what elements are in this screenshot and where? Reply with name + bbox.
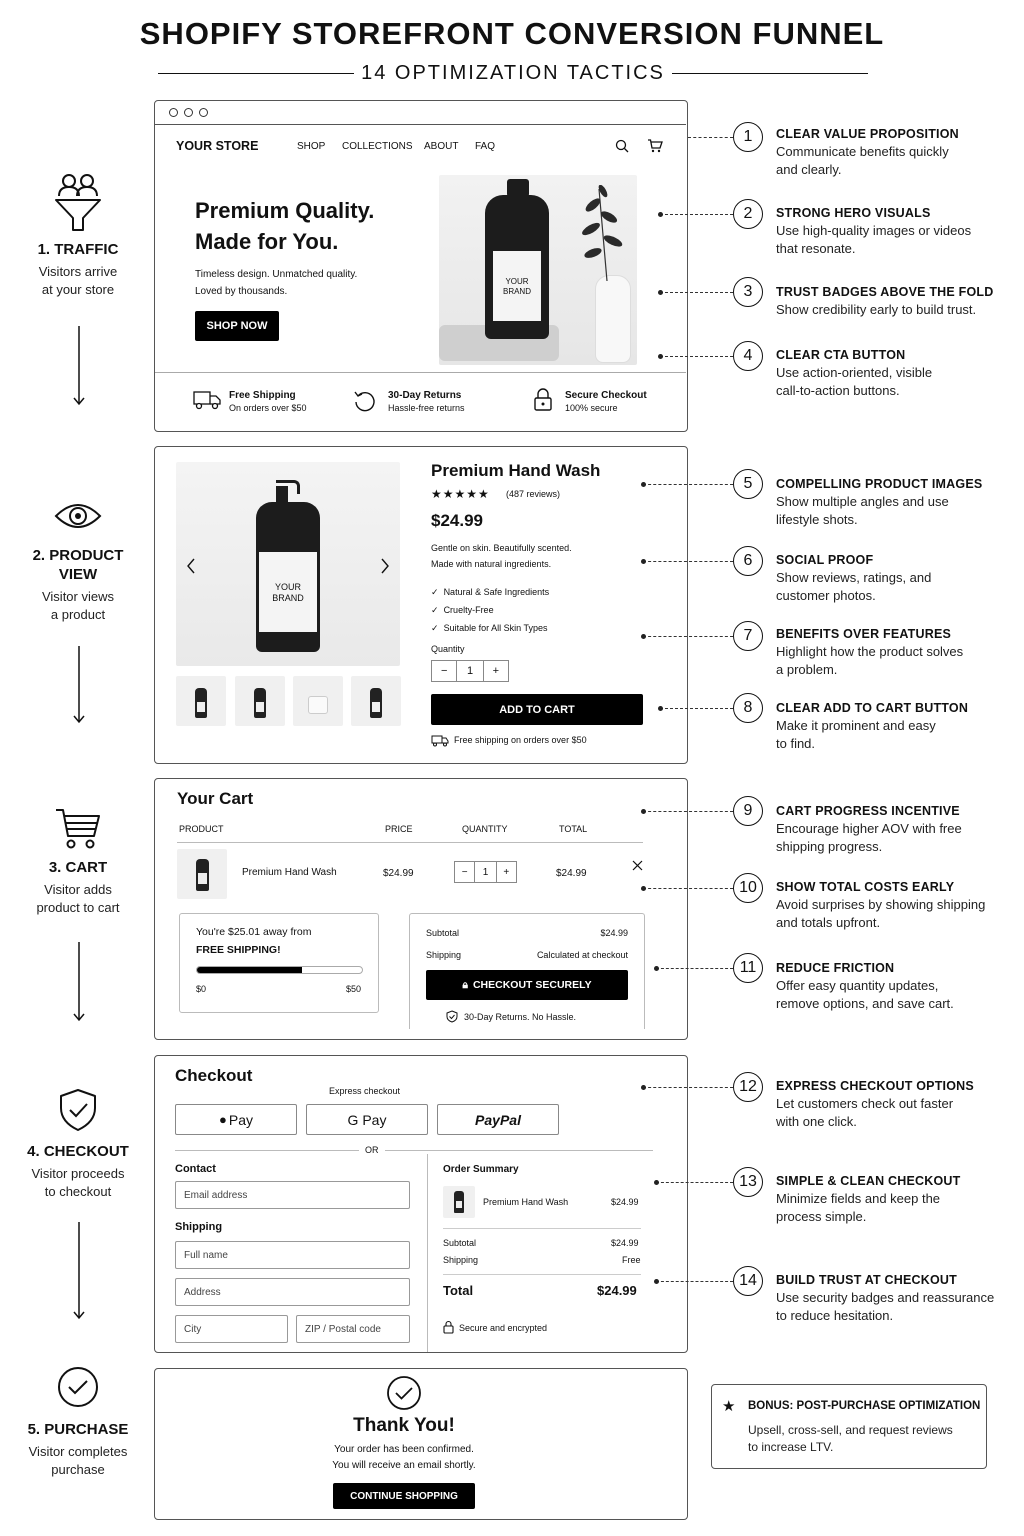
stage-purchase [18, 1366, 138, 1479]
tactic-title: TRUST BADGES ABOVE THE FOLD [776, 285, 994, 299]
page-subtitle: 14 OPTIMIZATION TACTICS [361, 62, 665, 84]
add-to-cart-button[interactable]: ADD TO CART [431, 694, 643, 725]
tactic-desc: to find. [776, 736, 816, 751]
stage-title: 2. PRODUCT [32, 547, 124, 564]
tactic-title: BUILD TRUST AT CHECKOUT [776, 1273, 957, 1287]
shipping-value: Free [622, 1255, 641, 1265]
tactic-desc: that resonate. [776, 241, 856, 256]
tactic-number-badge: 8 [733, 693, 763, 723]
progress-min: $0 [196, 984, 207, 994]
tactic-desc: Use security badges and reassurance [776, 1290, 995, 1305]
stage-product-view [18, 496, 138, 624]
tactic-desc: remove options, and save cart. [776, 996, 954, 1011]
quantity-plus-button[interactable]: + [483, 661, 508, 681]
tactic-3 [776, 284, 996, 319]
continue-shopping-button[interactable]: CONTINUE SHOPPING [333, 1483, 475, 1509]
divider [155, 372, 686, 373]
storefront-panel [154, 100, 688, 432]
hero-subtext: Loved by thousands. [195, 286, 288, 297]
lock-icon [443, 1320, 454, 1334]
tactic-desc: Show reviews, ratings, and [776, 570, 932, 585]
plant-icon [567, 185, 627, 281]
tactic-number-badge: 2 [733, 199, 763, 229]
connector-line [656, 968, 733, 969]
cart-summary [409, 913, 645, 1029]
connector-dot [654, 1279, 659, 1284]
tactic-5 [776, 476, 996, 529]
apple-icon: ● [219, 1112, 227, 1127]
badge-title: Free Shipping [229, 390, 296, 401]
connector-line [643, 888, 733, 889]
benefit-text: Cruelty-Free [443, 605, 494, 615]
product-image [176, 462, 400, 666]
stage-desc: purchase [51, 1462, 105, 1477]
tactic-title: EXPRESS CHECKOUT OPTIONS [776, 1079, 974, 1093]
connector-dot [658, 290, 663, 295]
bottle [485, 195, 549, 339]
chevron-right-icon[interactable] [380, 558, 390, 574]
column-header: TOTAL [559, 824, 588, 834]
hero-subtext: Timeless design. Unmatched quality. [195, 269, 358, 280]
stage-desc: Visitor completes [28, 1444, 128, 1459]
order-item-name: Premium Hand Wash [483, 1197, 569, 1207]
stage-desc: product to cart [36, 900, 120, 915]
check-icon: ✓ [431, 587, 439, 597]
apple-pay-button[interactable] [175, 1104, 297, 1135]
connector-dot [641, 559, 646, 564]
tactic-desc: Use high-quality images or videos [776, 223, 972, 238]
connector-dot [658, 706, 663, 711]
connector-line [688, 137, 733, 138]
quantity-minus-button[interactable]: − [432, 661, 457, 681]
stage-title: 4. CHECKOUT [27, 1143, 129, 1160]
stage-checkout [18, 1088, 138, 1201]
check-icon: ✓ [431, 623, 439, 633]
shipping-label: Shipping [443, 1255, 479, 1265]
tactic-desc: with one click. [776, 1114, 857, 1129]
connector-dot [658, 212, 663, 217]
product-thumbnail[interactable] [235, 676, 285, 726]
nav-about[interactable]: ABOUT [424, 141, 459, 152]
product-name: Premium Hand Wash [431, 461, 601, 480]
total-value: $24.99 [597, 1283, 637, 1298]
tactic-9 [776, 803, 996, 856]
tactic-number-badge: 13 [733, 1167, 763, 1197]
tactic-desc: Communicate benefits quickly [776, 144, 949, 159]
down-arrow [73, 326, 85, 406]
cart-item-total: $24.99 [556, 868, 587, 879]
column-header: PRODUCT [179, 824, 224, 834]
tactic-desc: Encourage higher AOV with free [776, 821, 962, 836]
tactic-11 [776, 960, 996, 1013]
tactic-desc: and clearly. [776, 162, 842, 177]
tactic-1 [776, 126, 996, 179]
subtitle-row [158, 62, 868, 86]
return-icon [353, 389, 377, 413]
nav-collections[interactable]: COLLECTIONS [342, 141, 413, 152]
secure-note: Secure and encrypted [459, 1323, 548, 1333]
connector-line [656, 1182, 733, 1183]
truck-icon [431, 735, 449, 747]
confirmation-text: Your order has been confirmed. [334, 1444, 474, 1455]
tactic-title: REDUCE FRICTION [776, 961, 895, 975]
progress-message: You're $25.01 away from [196, 926, 312, 938]
tactic-desc: Make it prominent and easy [776, 718, 936, 733]
vase [595, 275, 631, 363]
window-dot [169, 108, 178, 117]
hero-image [439, 175, 637, 365]
express-checkout-label: Express checkout [329, 1086, 401, 1096]
cart-panel [154, 778, 688, 1040]
quantity-value[interactable]: 1 [466, 665, 474, 677]
tactic-number-badge: 10 [733, 873, 763, 903]
tactic-number-badge: 1 [733, 122, 763, 152]
checkout-button[interactable] [426, 970, 628, 1000]
tactic-title: CLEAR CTA BUTTON [776, 348, 906, 362]
stage-cart [18, 806, 138, 917]
connector-line [643, 561, 733, 562]
shipping-value: Calculated at checkout [536, 950, 628, 960]
benefit-text: Natural & Safe Ingredients [443, 587, 550, 597]
bonus-title: BONUS: POST-PURCHASE OPTIMIZATION [748, 1400, 981, 1412]
quantity-label: Quantity [431, 644, 465, 654]
google-pay-button[interactable]: G Pay [306, 1104, 428, 1135]
lock-icon [533, 388, 553, 412]
cart-item-name: Premium Hand Wash [242, 867, 337, 878]
tactic-desc: Show credibility early to build trust. [776, 302, 977, 317]
subtotal-value: $24.99 [611, 1238, 639, 1248]
stage-desc: Visitor adds [44, 882, 112, 897]
product-thumbnail[interactable] [351, 676, 401, 726]
badge-title: 30-Day Returns [388, 390, 462, 401]
bonus-desc: Upsell, cross-sell, and request reviews [748, 1423, 953, 1437]
cart-icon[interactable] [647, 139, 663, 153]
truck-icon [193, 390, 221, 410]
tactic-title: BENEFITS OVER FEATURES [776, 627, 952, 641]
tactic-desc: Highlight how the product solves [776, 644, 964, 659]
funnel-users-icon [53, 172, 103, 234]
quantity-stepper [431, 660, 509, 682]
tactic-13 [776, 1173, 996, 1226]
tactic-10 [776, 879, 996, 932]
order-item-thumbnail [443, 1186, 475, 1218]
tactic-number-badge: 14 [733, 1266, 763, 1296]
stage-desc: to checkout [44, 1184, 112, 1199]
check-icon: ✓ [431, 605, 439, 615]
tactic-title: COMPELLING PRODUCT IMAGES [776, 477, 983, 491]
chevron-left-icon[interactable] [186, 558, 196, 574]
tactic-desc: to reduce hesitation. [776, 1308, 894, 1323]
stage-title: 1. TRAFFIC [37, 241, 119, 258]
quantity-stepper [454, 861, 517, 883]
tactic-7 [776, 626, 996, 679]
down-arrow [73, 646, 85, 724]
divider [177, 842, 643, 843]
cart-title: Your Cart [177, 789, 254, 808]
star-rating[interactable]: ★★★★★ [431, 487, 490, 501]
tactic-number-badge: 6 [733, 546, 763, 576]
quantity-minus-button[interactable]: − [455, 862, 475, 882]
tactic-desc: process simple. [776, 1209, 867, 1224]
tactic-number-badge: 3 [733, 277, 763, 307]
connector-line [643, 811, 733, 812]
tactic-title: CLEAR ADD TO CART BUTTON [776, 701, 969, 715]
review-count[interactable]: (487 reviews) [506, 489, 561, 499]
benefit-item [431, 583, 549, 601]
tactic-14 [776, 1272, 996, 1325]
order-summary-title: Order Summary [443, 1164, 519, 1175]
connector-dot [641, 1085, 646, 1090]
cart-item-price: $24.99 [383, 868, 414, 879]
bottle-label: YOUR BRAND [259, 552, 317, 632]
stage-title: VIEW [58, 566, 98, 583]
tactic-number-badge: 7 [733, 621, 763, 651]
tactic-title: STRONG HERO VISUALS [776, 206, 931, 220]
quantity-plus-button[interactable]: + [496, 862, 516, 882]
product-thumbnail[interactable] [293, 676, 343, 726]
benefit-text: Suitable for All Skin Types [443, 623, 548, 633]
check-circle-icon [386, 1375, 422, 1411]
tactic-number-badge: 9 [733, 796, 763, 826]
tactic-6 [776, 552, 996, 605]
hero-headline: Premium Quality. [195, 198, 375, 223]
shipping-note: Free shipping on orders over $50 [454, 735, 587, 745]
shipping-progress-card [179, 913, 379, 1013]
search-icon[interactable] [615, 139, 629, 153]
progress-max: $50 [346, 984, 362, 994]
stage-desc: Visitors arrive [38, 264, 118, 279]
close-icon[interactable] [632, 860, 643, 871]
eye-icon [53, 496, 103, 536]
tactic-desc: Use action-oriented, visible [776, 365, 933, 380]
tactic-number-badge: 4 [733, 341, 763, 371]
badge-title: Secure Checkout [565, 390, 647, 401]
bonus-card [711, 1384, 987, 1469]
shipping-address-label: Shipping [175, 1221, 223, 1233]
tactic-desc: call-to-action buttons. [776, 383, 900, 398]
progress-fill [197, 967, 302, 973]
apple-pay-label: Pay [228, 1111, 253, 1128]
benefit-item [431, 619, 549, 637]
contact-label: Contact [175, 1163, 216, 1175]
connector-line [656, 1281, 733, 1282]
hero-headline: Made for You. [195, 229, 339, 254]
column-header: PRICE [385, 824, 413, 834]
tactic-number-badge: 12 [733, 1072, 763, 1102]
product-description: Made with natural ingredients. [431, 559, 552, 569]
quantity-value[interactable]: 1 [482, 866, 489, 878]
connector-dot [654, 1180, 659, 1185]
subtotal-label: Subtotal [443, 1238, 477, 1248]
connector-dot [654, 966, 659, 971]
tactic-desc: lifestyle shots. [776, 512, 858, 527]
badge-subtitle: 100% secure [565, 403, 618, 413]
divider [443, 1274, 641, 1275]
or-separator: OR [359, 1145, 385, 1155]
tactic-title: SIMPLE & CLEAN CHECKOUT [776, 1174, 961, 1188]
checkout-panel [154, 1055, 688, 1353]
cart-item-thumbnail [177, 849, 227, 899]
nav-faq[interactable]: FAQ [475, 141, 496, 152]
stage-desc: at your store [41, 282, 115, 297]
product-price: $24.99 [431, 511, 483, 530]
tactic-desc: and totals upfront. [776, 915, 881, 930]
bonus-desc: to increase LTV. [748, 1440, 834, 1454]
tactic-desc: Offer easy quantity updates, [776, 978, 939, 993]
stage-title: 5. PURCHASE [27, 1421, 129, 1438]
badge-subtitle: On orders over $50 [229, 403, 307, 413]
browser-bar [155, 101, 686, 125]
connector-line [660, 708, 733, 709]
thank-you-panel [154, 1368, 688, 1520]
star-icon: ★ [722, 1398, 736, 1415]
email-field[interactable]: Email address [175, 1181, 410, 1209]
order-item-price: $24.99 [611, 1197, 639, 1207]
connector-line [660, 356, 733, 357]
connector-line [643, 636, 733, 637]
full-name-field[interactable]: Full name [175, 1241, 410, 1269]
stage-desc: Visitor views [41, 589, 114, 604]
product-thumbnail[interactable] [176, 676, 226, 726]
subtotal-value: $24.99 [600, 928, 628, 938]
tactic-desc: Show multiple angles and use [776, 494, 949, 509]
shipping-label: Shipping [426, 950, 462, 960]
tactic-2 [776, 205, 996, 258]
tactic-number-badge: 11 [733, 953, 763, 983]
tactic-title: CART PROGRESS INCENTIVE [776, 804, 960, 818]
thank-you-title: Thank You! [353, 1415, 455, 1436]
tactic-title: SHOW TOTAL COSTS EARLY [776, 880, 955, 894]
tactic-title: CLEAR VALUE PROPOSITION [776, 127, 959, 141]
connector-dot [641, 482, 646, 487]
paypal-button[interactable]: PayPal [437, 1104, 559, 1135]
checkout-title: Checkout [175, 1066, 253, 1085]
zip-field[interactable]: ZIP / Postal code [296, 1315, 410, 1343]
connector-dot [641, 809, 646, 814]
city-field[interactable]: City [175, 1315, 288, 1343]
connector-line [660, 292, 733, 293]
nav-shop[interactable]: SHOP [297, 141, 326, 152]
stage-desc: Visitor proceeds [31, 1166, 125, 1181]
progress-bar [196, 966, 363, 974]
connector-dot [641, 634, 646, 639]
progress-highlight: FREE SHIPPING! [196, 944, 281, 956]
stage-title: 3. CART [48, 859, 108, 876]
product-description: Gentle on skin. Beautifully scented. [431, 543, 572, 553]
badge-subtitle: Hassle-free returns [388, 403, 465, 413]
connector-dot [641, 886, 646, 891]
tactic-desc: Avoid surprises by showing shipping [776, 897, 986, 912]
tactic-desc: Minimize fields and keep the [776, 1191, 941, 1206]
tactic-number-badge: 5 [733, 469, 763, 499]
divider-right [672, 73, 868, 74]
cart-icon [54, 806, 102, 850]
column-header: QUANTITY [462, 824, 508, 834]
connector-line [643, 484, 733, 485]
shield-check-icon [58, 1088, 98, 1132]
tactic-8 [776, 700, 996, 753]
check-circle-icon [57, 1366, 99, 1408]
total-label: Total [443, 1283, 474, 1298]
down-arrow [73, 942, 85, 1022]
checkout-button-label: CHECKOUT SECURELY [472, 979, 592, 991]
subtotal-label: Subtotal [426, 928, 460, 938]
window-dot [184, 108, 193, 117]
tactic-desc: Let customers check out faster [776, 1096, 954, 1111]
address-field[interactable]: Address [175, 1278, 410, 1306]
down-arrow [73, 1222, 85, 1320]
store-logo[interactable]: YOUR STORE [176, 139, 259, 153]
benefit-item [431, 601, 549, 619]
tactic-4 [776, 347, 996, 400]
connector-dot [658, 354, 663, 359]
bottle [256, 502, 320, 652]
bottle-label: YOUR BRAND [493, 251, 541, 321]
divider [443, 1228, 641, 1229]
tactic-desc: customer photos. [776, 588, 876, 603]
tactic-desc: shipping progress. [776, 839, 883, 854]
connector-line [643, 1087, 733, 1088]
confirmation-text: You will receive an email shortly. [332, 1460, 476, 1471]
product-panel [154, 446, 688, 764]
divider [427, 1154, 428, 1352]
connector-line [660, 214, 733, 215]
stage-desc: a product [50, 607, 106, 622]
window-dot [199, 108, 208, 117]
tactic-title: SOCIAL PROOF [776, 553, 874, 567]
tactic-12 [776, 1078, 996, 1131]
shop-now-button[interactable]: SHOP NOW [195, 311, 279, 341]
lock-icon: 🔒︎ [462, 978, 468, 991]
stage-traffic [18, 172, 138, 299]
shield-check-icon [446, 1010, 458, 1023]
returns-note: 30-Day Returns. No Hassle. [464, 1012, 577, 1022]
divider [175, 1150, 653, 1151]
tactic-desc: a problem. [776, 662, 838, 677]
page-title: SHOPIFY STOREFRONT CONVERSION FUNNEL [139, 16, 885, 51]
